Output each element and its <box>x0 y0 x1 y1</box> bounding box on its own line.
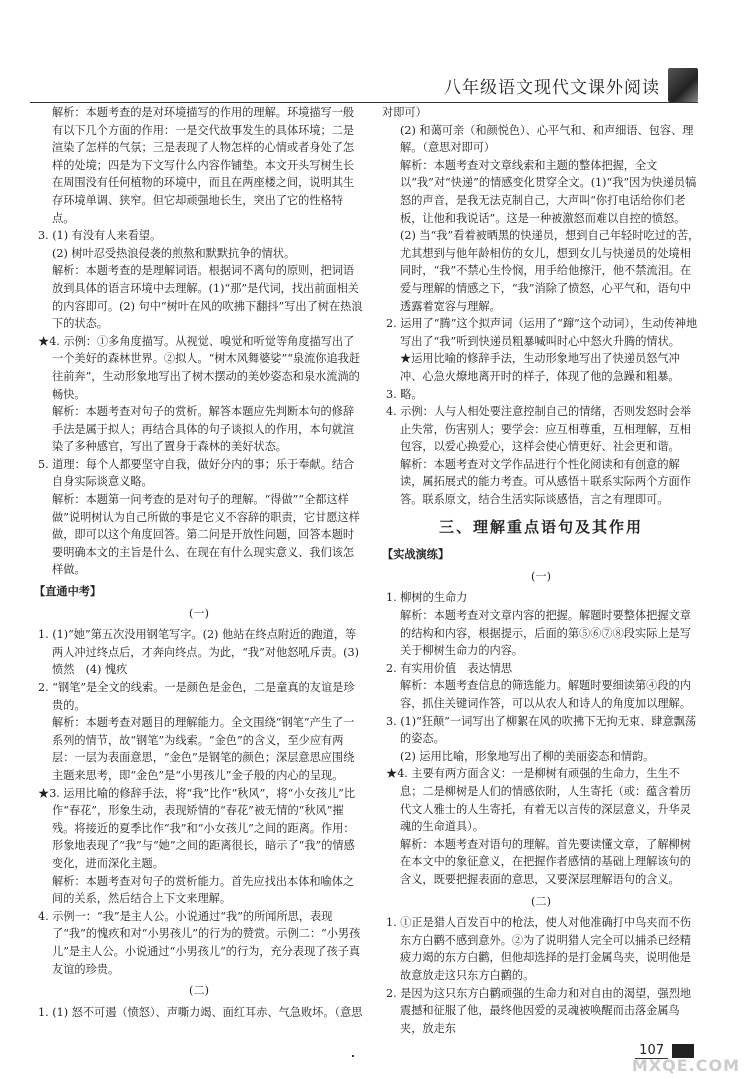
answer-paragraph: 解析：本题考查对文章线索和主题的整体把握，全文以“我”对“快递”的情感变化贯穿全文。(1)“我”因为快递员犒怒的声音，是我无法克制自己，大声叫“你打电话给你们老板，让他和我说话”。这是一种被激怒而难以自控的愤怒。(2) 当“我”看着被晒黑的快递员，想到自己年轻时吃过的苦，尤其想到与他年龄相仿的女儿，想到女儿与快递员的处境相同时，“我”不禁心生怜悯，用手给他擦汗，他不禁流泪。在爱与理解的情感之下，“我”消除了愤怒，心平气和，语句中透露着宽容与理解。 <box>400 158 700 313</box>
answer-paragraph: 解析：本题考查对题目的理解能力。全文围绕“钢笔”产生了一系列的情节，故“钢笔”为线索。“金色”的含义，至少应有两层：一层为表面意思，“金色”是钢笔的颜色；深层意思应围绕主题来思考，即“金色”是“小男孩儿”金子般的内心的呈现。 <box>52 716 355 782</box>
answer-paragraph: 解析：本题考查对文学作品进行个性化阅读和有创意的解读，属拓展式的能力考查。可从感悟＋联系实际两个方面作答。联系原文，结合生活实际谈感悟，言之有理即可。 <box>400 457 691 507</box>
answer-paragraph: 解析：本题考查对句子的赏析能力。首先应找出本体和喻体之间的关系，然后结合上下文来理解。 <box>52 874 355 906</box>
book-title: 八年级语文现代文课外阅读 <box>444 77 660 98</box>
answer-paragraph: 解析：本题考查对文章内容的把握。解题时要整体把握文章的结构和内容，根据提示，后面的第⑤⑥⑦⑧段实际上是写关于柳树生命力的内容。 <box>400 609 691 658</box>
shizhan-label: 【实战演练】 <box>382 548 450 562</box>
subsection-label: (二) <box>531 894 551 908</box>
page-number: 107 <box>635 1043 668 1059</box>
page-header <box>444 68 698 102</box>
answer-paragraph: 3. 略。 <box>386 387 423 401</box>
answer-paragraph: (2) 运用比喻，形象地写出了柳的美丽姿态和情韵。 <box>400 749 655 763</box>
page-dot <box>352 1055 354 1057</box>
answer-paragraph: 2. 有实用价值 表达情思 <box>386 661 513 675</box>
answer-paragraph: 解析：本题考查信息的筛选能力。解题时要细读第④段的内容，抓住关键词作答，可以从农人和诗人的角度加以理解。 <box>400 679 691 710</box>
answer-paragraph: 1. 柳树的生命力 <box>386 591 468 605</box>
answer-paragraph: 解析：本题考查对语句的理解。首先要读懂文章，了解柳树在本文中的象征意义，在把握作者感情的基础上理解该句的含义，既要把握表面的意思，又要深层理解语句的含义。 <box>400 837 691 886</box>
answer-paragraph: 1. (1)“她”第五次没用钢笔写字。(2) 他站在终点附近的跑道，等两人冲过终点后，才奔向终点。为此，“我”对他怒吼斥责。(3) 愤然 (4) 愧疚 <box>38 628 359 677</box>
answer-paragraph: ★运用比喻的修辞手法，生动形象地写出了快递员怒气冲冲、心急火燎地离开时的样子，体现了他的急躁和粗暴。 <box>400 352 680 383</box>
answer-paragraph: 4. 示例：人与人相处要注意控制自己的情绪，否则发怒时会举止失常，伤害别人；要学会：应互相尊重，互相理解，互相包容，以爱心换爱心，这样会使心情更好、社会更和谐。 <box>386 405 692 454</box>
answer-paragraph: 1. ①正是猎人百发百中的枪法，使人对他准确打中鸟夹而不伤东方白鹳不感到意外。②为了说明猎人完全可以捕杀已经精疲力竭的东方白鹳，但他却选择的是打金属鸟夹，说明他是故意放走这只东方白鹳的。 <box>386 916 692 982</box>
answer-paragraph: 解析：本题考查的是理解词语。根据词不离句的原则，把词语放到具体的语言环境中去理解。(1)“那”是代词，找出前面相关的内容即可。(2) 句中“树叶在风的吹拂下翻抖”写出了树在热浪下的状态。 <box>52 264 363 331</box>
answer-paragraph: 解析：本题第一问考查的是对句子的理解。“得做”“全都这样做”说明树认为自己所做的事是它义不容辞的职责，它甘愿这样做，即可以这个角度回答。第二问是开放性问题，回答本题时要明确本文的主旨是什么、在现在有什么现实意义、我们该怎样做。 <box>52 493 360 577</box>
answer-paragraph: 2. 是因为这只东方白鹳顽强的生命力和对自由的渴望，强烈地震撼和征服了他，最终他因爱的灵魂被唤醒而击落金属鸟夹，放走东 <box>386 986 692 1035</box>
answer-paragraph: ★3. 运用比喻的修辞手法，将“我”比作“秋风”，将“小女孩儿”比作“春花”，形象生动，表现矫情的“春花”被无情的“秋风”摧残。将接近的夏季比作“我”和“小女孩儿”之间的距离。作用：形象地表现了“我”与“她”之间的距离很长，暗示了“我”的情感变化，进而深化主题。 <box>38 786 356 870</box>
left-column <box>34 104 364 1021</box>
answer-paragraph: 5. 道理：每个人都要坚守自我，做好分内的事；乐于奉献。结合自身实际谈意义略。 <box>38 457 355 489</box>
section-title: 三、理解重点语句及其作用 <box>438 517 643 536</box>
subsection-label: (一) <box>531 569 551 583</box>
watermark: MXQE.COM <box>631 1056 740 1075</box>
answer-paragraph: 3. (1) 有没有人来看望。 <box>38 229 162 243</box>
answer-paragraph: 2. 运用了“腾”这个拟声词（运用了“蹿”这个动词），生动传神地写出了“我”听到快递员粗暴喊叫时心中怒火升腾的情状。 <box>386 317 698 348</box>
subsection-label: (二) <box>189 984 209 998</box>
right-column <box>382 104 700 1037</box>
zhitong-label: 【直通中考】 <box>34 585 102 599</box>
answer-paragraph: ★4. 主要有两方面含义：一是柳树有顽强的生命力，生生不息；二是柳树是人们的情感依附，人生寄托（或：蕴含着历代文人雅士的人生寄托，有着无以言传的深层意义，升华灵魂的生命道具）。 <box>386 767 691 834</box>
answer-paragraph: 对即可） <box>382 106 427 119</box>
answer-paragraph: 4. 示例一：“我”是主人公。小说通过“我”的所闻所思，表现了“我”的愧疚和对“小男孩儿”的行为的赞赏。示例二：“小男孩儿”是主人公。小说通过“小男孩儿”的行为，充分表现了孩子真友谊的珍贵。 <box>38 909 361 976</box>
answer-paragraph: 1. (1) 怒不可遏（愤怒）、声嘶力竭、面红耳赤、气急败坏。（意思 <box>38 1005 363 1019</box>
header-divider <box>30 102 698 103</box>
answer-paragraph: (2) 树叶忍受热浪侵袭的煎熬和默默抗争的情状。 <box>52 246 296 260</box>
answer-paragraph: 解析：本题考查的是对环境描写的作用的理解。环境描写一般有以下几个方面的作用：一是交代故事发生的具体环境；二是渲染了怎样的气氛；三是表现了人物怎样的心情或者身处了怎样的处境；四是为下文写什么内容作铺垫。本文开头写树生长在周围没有任何植物的环境中，而且在两座楼之间，说明其生存环境单调、狭窄。但它却顽强地长生，突出了它的性格特点。 <box>52 106 355 225</box>
subsection-label: (一) <box>189 606 209 620</box>
answer-paragraph: (2) 和蔼可亲（和颜悦色）、心平气和、和声细语、包容、理解。（意思对即可） <box>400 123 694 155</box>
answer-paragraph: 3. (1)“狂颠”一词写出了柳絮在风的吹拂下无拘无束、肆意飘荡的姿态。 <box>386 714 697 746</box>
header-emblem <box>668 68 698 102</box>
answer-paragraph: 解析：本题考查对句子的赏析。解答本题应先判断本句的修辞手法是属于拟人；再结合具体的句子谈拟人的作用，本句就渲染了多种感官，写出了置身于森林的美好状态。 <box>52 405 355 454</box>
answer-paragraph: ★4. 示例：①多角度描写。从视觉、嗅觉和听觉等角度描写出了一个美好的森林世界。②拟人。“树木风舞婆娑”“泉流你追我赶往前奔”，生动形象地写出了树木摆动的美妙姿态和泉水流淌的畅快。 <box>38 334 361 401</box>
answer-paragraph: 2. “钢笔”是全文的线索。一是颜色是金色，二是童真的友谊是珍贵的。 <box>38 681 355 712</box>
